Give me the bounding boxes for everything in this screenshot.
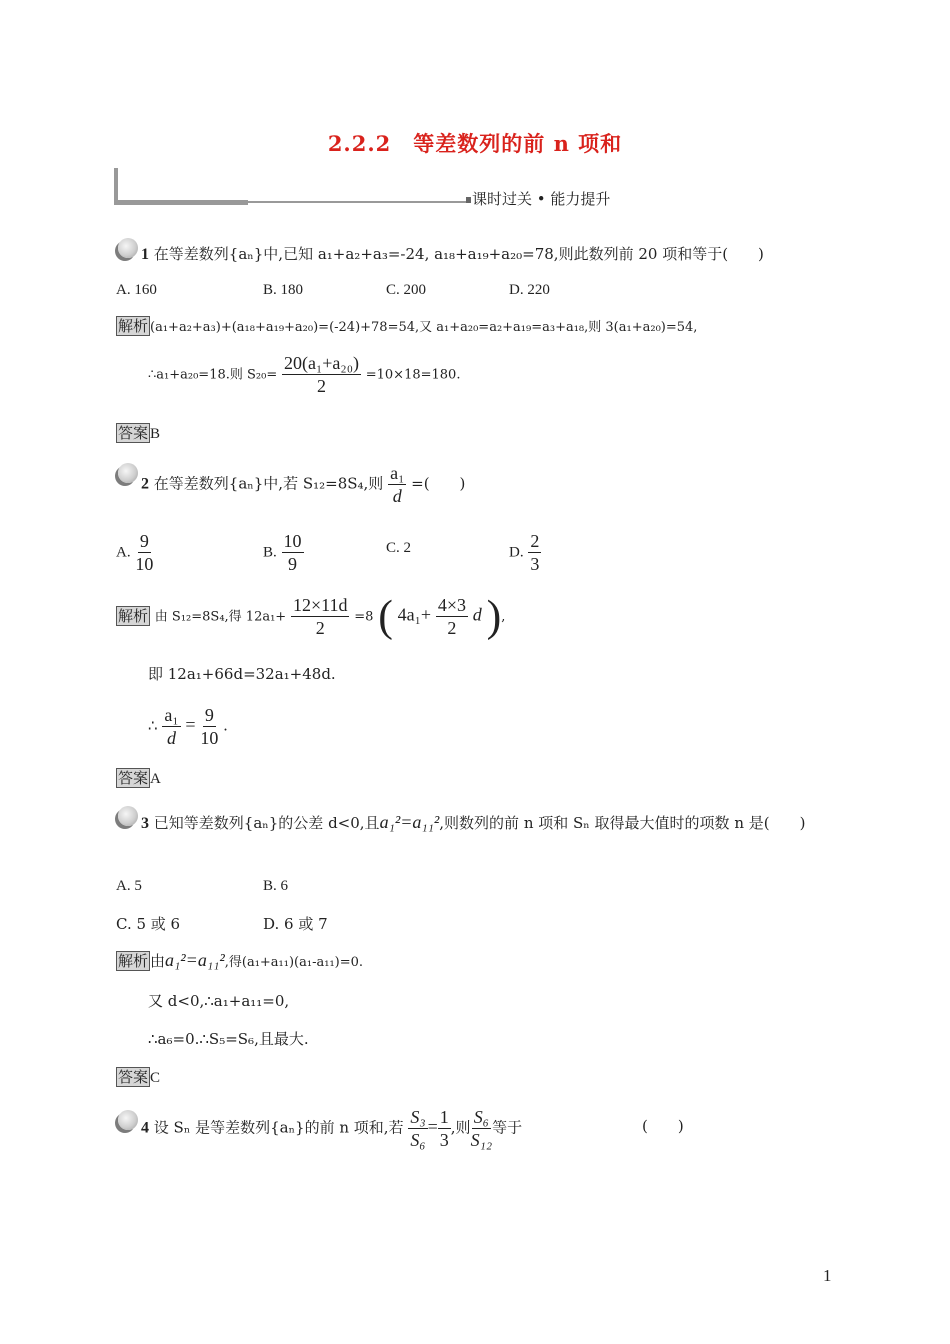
- q1-option-c: C. 200: [386, 282, 427, 298]
- q4-f2-num: 1: [439, 1107, 449, 1127]
- q4-mid: ,则: [450, 1118, 471, 1137]
- q2-line3-pre: ∴: [148, 716, 158, 735]
- q1-analysis-fraction: [282, 352, 361, 397]
- question-4-circle-icon: [118, 1110, 138, 1130]
- q2-line3-eq: =: [185, 714, 196, 735]
- question-2-stem: [141, 462, 465, 507]
- question-4-stem: [141, 1106, 522, 1151]
- q3-stem-math: a₁²=a₁₁²: [379, 812, 440, 832]
- q3-analysis-pre: 由: [150, 952, 166, 970]
- header-rule-thin: [248, 201, 466, 203]
- q3-stem-post: ,则数列的前 n 项和 Sₙ 取得最大值时的项数 n 是( ): [439, 814, 806, 832]
- q2-opt-a-den: 10: [135, 554, 154, 574]
- q1-answer-badge: 答案: [118, 424, 149, 442]
- q3-analysis-math: a₁²=a₁₁²: [165, 950, 225, 970]
- q2-opt-d-num: 2: [530, 531, 540, 551]
- q1-fraction-numerator: 20(a₁+a₂₀): [284, 353, 359, 373]
- q2-opt-b-den: 9: [288, 554, 298, 574]
- q2-stem-post: =( ): [411, 474, 466, 493]
- q4-fraction-3: [471, 1106, 493, 1151]
- q2-f2-num: 4×3: [437, 595, 466, 615]
- q1-analysis-line2-post: =10×18=180.: [365, 367, 461, 383]
- q2-analysis-inner-post: d: [472, 604, 482, 625]
- q1-analysis-line2: [148, 352, 460, 397]
- q2-line3-post: .: [223, 716, 228, 735]
- page-number: 1: [823, 1266, 832, 1285]
- q1-analysis-line2-pre: ∴a₁+a₂₀=18.则 S₂₀=: [148, 367, 278, 383]
- q2-opt-a-label: A.: [116, 544, 131, 561]
- q4-answer-paren: ( ): [642, 1117, 684, 1135]
- q1-option-a: A. 160: [116, 282, 157, 298]
- q1-answer-value: B: [150, 426, 161, 442]
- q3-analysis-line2: 又 d<0,∴a₁+a₁₁=0,: [148, 992, 290, 1010]
- q2-analysis-line3: [148, 704, 228, 749]
- q2-option-c: C. 2: [386, 540, 412, 556]
- q3-answer: [116, 1067, 160, 1088]
- q3-answer-badge: 答案: [118, 1068, 149, 1086]
- q2-opt-d-label: D.: [509, 544, 524, 561]
- q1-option-b: B. 180: [263, 282, 304, 298]
- question-2-circle-icon: [118, 463, 138, 483]
- q2-f3-num: a₁: [164, 705, 179, 725]
- q2-opt-d-den: 3: [530, 554, 540, 574]
- q2-f2-den: 2: [447, 618, 457, 638]
- section-label: 课时过关 • 能力提升: [472, 190, 611, 208]
- q2-analysis-badge: 解析: [118, 606, 149, 625]
- question-1-number: 1: [141, 246, 149, 263]
- q4-fraction-2: [438, 1106, 451, 1151]
- q2-analysis-fraction-3: [162, 704, 180, 749]
- q3-option-a: A. 5: [116, 878, 142, 894]
- question-2-number: 2: [141, 475, 149, 493]
- q4-fraction-1: [408, 1106, 427, 1151]
- q2-analysis-fraction-4: [200, 704, 218, 749]
- q2-left-paren: (: [378, 591, 393, 641]
- q4-f3-den: S₁₂: [470, 1130, 493, 1150]
- page-title: 2.2.2 等差数列的前 n 项和: [327, 131, 623, 156]
- header-rule-thick: [114, 200, 248, 205]
- q4-eq: =: [427, 1116, 438, 1137]
- q2-analysis-fraction-1: [291, 594, 349, 639]
- question-1-stem-text: 在等差数列{aₙ}中,已知 a₁+a₂+a₃=-24, a₁₈+a₁₉+a₂₀=78,则此数列前 20 项和等于( ): [153, 245, 764, 263]
- q2-stem-pre: 在等差数列{aₙ}中,若 S₁₂=8S₄,则: [153, 474, 384, 493]
- q3-option-d: D. 6 或 7: [263, 915, 328, 933]
- q2-option-b: [263, 530, 304, 575]
- q2-answer-value: A: [150, 771, 161, 787]
- q2-option-a: [116, 530, 153, 575]
- header-square-icon: [466, 197, 471, 203]
- q2-f4-den: 10: [200, 728, 219, 748]
- q2-opt-d-fraction: [528, 530, 541, 575]
- question-4-number: 4: [141, 1119, 149, 1137]
- q2-stem-fraction: [388, 462, 406, 507]
- q3-stem-pre: 已知等差数列{aₙ}的公差 d<0,且: [153, 814, 380, 832]
- q3-option-c: C. 5 或 6: [116, 915, 181, 933]
- question-1-circle-icon: [118, 238, 138, 258]
- q2-f1-num: 12×11d: [292, 595, 348, 615]
- q4-stem-pre: 设 Sₙ 是等差数列{aₙ}的前 n 项和,若: [153, 1118, 404, 1137]
- q2-analysis-pre: 由 S₁₂=8S₄,得 12a₁+: [154, 609, 287, 625]
- q3-analysis: [116, 950, 363, 973]
- q2-right-paren: ): [486, 591, 502, 641]
- q2-answer-badge: 答案: [118, 769, 149, 787]
- q3-option-b: B. 6: [263, 878, 289, 894]
- q1-analysis-line1: (a₁+a₂+a₃)+(a₁₈+a₁₉+a₂₀)=(-24)+78=54,又 a₁+a₂₀=a₂+a₁₉=a₃+a₁₈,则 3(a₁+a₂₀)=54,: [150, 320, 698, 335]
- q2-f3-den: d: [166, 728, 176, 748]
- q4-f2-den: 3: [439, 1130, 449, 1150]
- q1-analysis: [116, 316, 697, 338]
- q4-f1-num: S₃: [410, 1107, 426, 1127]
- q2-opt-a-fraction: [135, 530, 153, 575]
- q2-opt-a-num: 9: [139, 531, 149, 551]
- q2-analysis-line2: 即 12a₁+66d=32a₁+48d.: [148, 665, 336, 683]
- question-1-stem: [141, 244, 764, 265]
- q1-answer: [116, 423, 160, 444]
- q2-analysis-fraction-2: [436, 594, 468, 639]
- q2-analysis: [116, 591, 506, 641]
- q2-analysis-end: ,: [501, 609, 506, 625]
- q2-opt-b-num: 10: [283, 531, 302, 551]
- q2-opt-b-fraction: [282, 530, 304, 575]
- q2-opt-b-label: B.: [263, 544, 277, 561]
- q3-analysis-post: ,得(a₁+a₁₁)(a₁-a₁₁)=0.: [224, 955, 364, 970]
- q2-stem-frac-num: a₁: [390, 463, 405, 483]
- q2-analysis-inner: 4a₁+: [397, 604, 432, 625]
- q3-answer-value: C: [150, 1070, 161, 1086]
- q1-fraction-denominator: 2: [316, 376, 326, 396]
- q4-stem-post: 等于: [492, 1118, 523, 1137]
- q1-analysis-badge: 解析: [118, 317, 149, 335]
- q4-f3-num: S₆: [473, 1107, 489, 1127]
- q2-answer: [116, 768, 161, 789]
- q3-analysis-badge: 解析: [118, 952, 149, 970]
- q2-option-d: [509, 530, 541, 575]
- q2-f1-den: 2: [315, 618, 325, 638]
- question-3-circle-icon: [118, 806, 138, 826]
- question-3-number: 3: [141, 815, 149, 832]
- q1-option-d: D. 220: [509, 282, 550, 298]
- q2-f4-num: 9: [204, 705, 214, 725]
- q3-analysis-line3: ∴a₆=0.∴S₅=S₆,且最大.: [148, 1030, 309, 1048]
- q2-analysis-mid: =8: [354, 609, 374, 625]
- question-3-stem: [141, 812, 805, 834]
- q4-f1-den: S₆: [410, 1130, 426, 1150]
- header-rule-vertical: [114, 168, 118, 204]
- q2-stem-frac-den: d: [392, 486, 402, 506]
